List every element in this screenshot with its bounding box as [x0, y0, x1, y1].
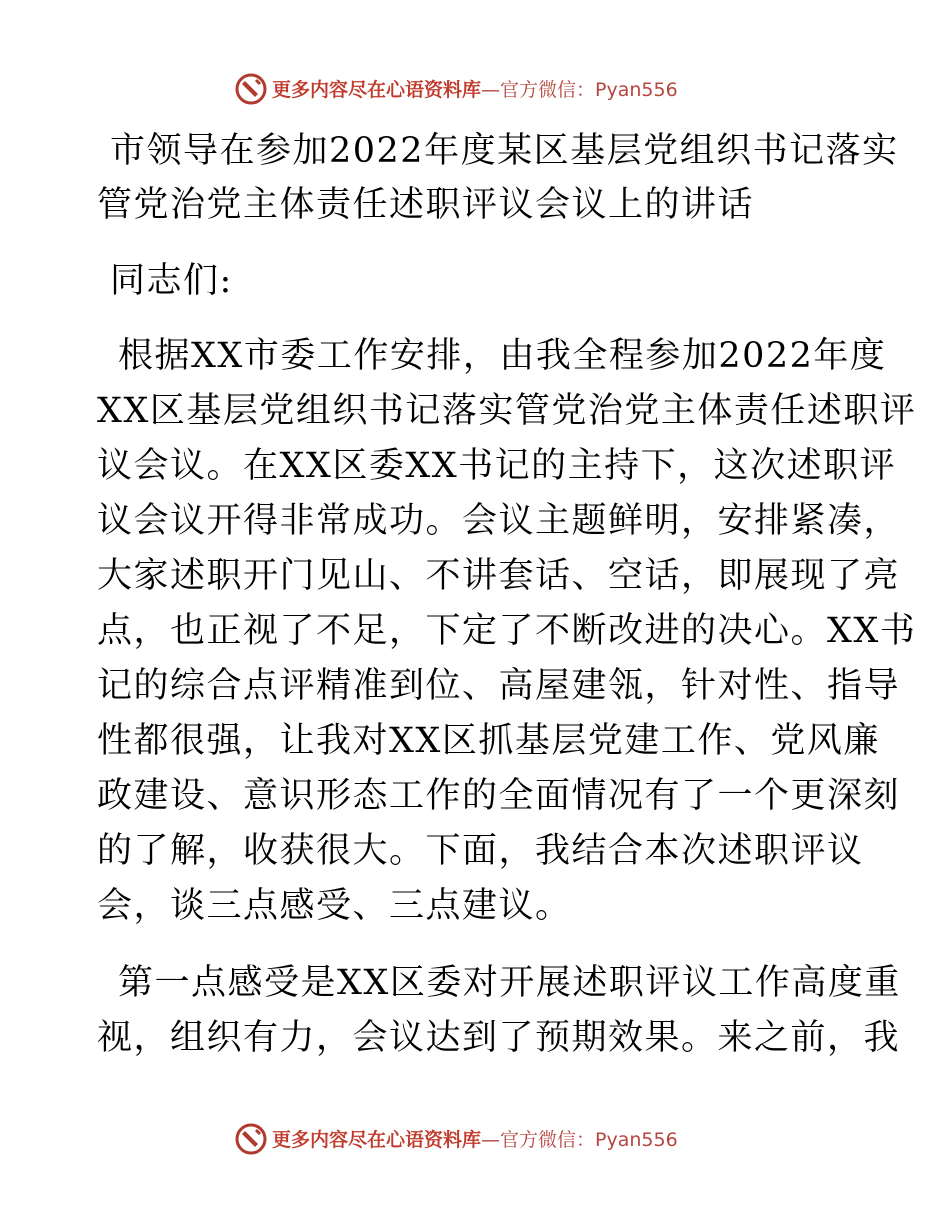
paragraph-1-line-3: 议会议。在XX区委XX书记的主持下，这次述职评	[97, 446, 897, 486]
footer-banner-dash: —	[481, 1129, 501, 1151]
paragraph-2-line-2: 视，组织有力，会议达到了预期效果。来之前，我	[97, 1018, 901, 1058]
document-title-line-2: 管党治党主体责任述职评议会议上的讲话	[97, 185, 755, 225]
header-banner-wechat: 官方微信：Pyan556	[500, 79, 678, 101]
document-title-line-1: 市领导在参加2022年度某区基层党组织书记落实	[110, 131, 899, 171]
paragraph-1-line-10: 的了解，收获很大。下面，我结合本次述职评议	[97, 831, 864, 871]
brand-logo-icon	[234, 1122, 268, 1156]
paragraph-1-line-9: 政建设、意识形态工作的全面情况有了一个更深刻	[97, 776, 901, 816]
paragraph-1-line-4: 议会议开得非常成功。会议主题鲜明，安排紧凑，	[97, 501, 901, 541]
paragraph-1-line-7: 记的综合点评精准到位、高屋建瓴，针对性、指导	[97, 666, 901, 706]
footer-banner-wechat: 官方微信：Pyan556	[500, 1129, 678, 1151]
paragraph-2-line-1: 第一点感受是XX区委对开展述职评议工作高度重	[118, 963, 901, 1003]
header-banner-dash: —	[481, 79, 501, 101]
paragraph-1-line-11: 会，谈三点感受、三点建议。	[97, 886, 572, 926]
footer-banner-text	[272, 1129, 678, 1151]
salutation: 同志们:	[110, 261, 233, 301]
header-banner-main: 更多内容尽在心语资料库	[272, 79, 482, 101]
paragraph-1-line-5: 大家述职开门见山、不讲套话、空话，即展现了亮	[97, 556, 901, 596]
paragraph-1-line-8: 性都很强，让我对XX区抓基层党建工作、党风廉	[97, 721, 880, 761]
paragraph-1-line-2: XX区基层党组织书记落实管党治党主体责任述职评	[97, 391, 917, 431]
footer-banner	[0, 1120, 950, 1160]
paragraph-1-line-1: 根据XX市委工作安排，由我全程参加2022年度	[118, 336, 887, 376]
footer-banner-main: 更多内容尽在心语资料库	[272, 1129, 482, 1151]
paragraph-1-line-6: 点，也正视了不足，下定了不断改进的决心。XX书	[97, 611, 917, 651]
